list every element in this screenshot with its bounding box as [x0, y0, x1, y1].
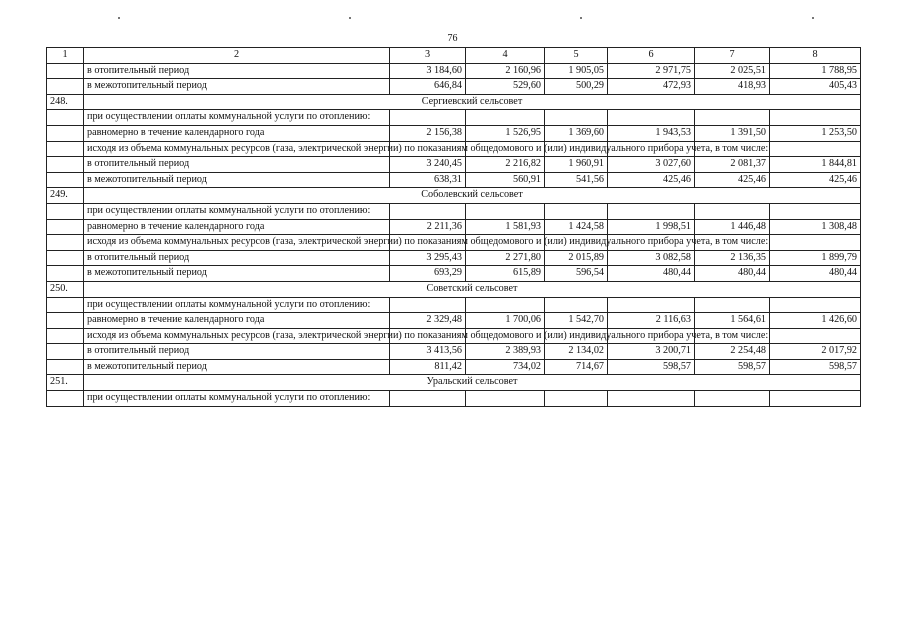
column-header: 2 [84, 48, 390, 64]
value-cell: 2 254,48 [695, 344, 770, 360]
value-cell: 2 271,80 [466, 250, 545, 266]
column-header: 7 [695, 48, 770, 64]
table-row [47, 110, 861, 126]
value-cell: 1 899,79 [770, 250, 861, 266]
row-index-cell [47, 328, 84, 344]
value-cell: 2 971,75 [608, 63, 695, 79]
row-label: при осуществлении оплаты коммунальной услуги по отоплению: [84, 110, 390, 126]
table-row [47, 219, 861, 235]
value-cell: 480,44 [608, 266, 695, 282]
section-number: 249. [47, 188, 84, 204]
table-row [47, 63, 861, 79]
table-row [47, 141, 861, 157]
value-cell: 1 581,93 [466, 219, 545, 235]
row-index-cell [47, 313, 84, 329]
row-label: исходя из объема коммунальных ресурсов (газа, электрической энергии) по показаниям общедомового и (или) индивидуального прибора учета, в том числе: [84, 235, 390, 251]
value-cell: 811,42 [390, 359, 466, 375]
value-cell: 1 905,05 [545, 63, 608, 79]
column-header: 8 [770, 48, 861, 64]
row-index-cell [47, 203, 84, 219]
value-cell: 1 998,51 [608, 219, 695, 235]
value-cell [545, 203, 608, 219]
value-cell [608, 110, 695, 126]
value-cell [608, 391, 695, 407]
value-cell: 500,29 [545, 79, 608, 95]
row-label: в межотопительный период [84, 266, 390, 282]
row-index-cell [47, 157, 84, 173]
value-cell: 1 564,61 [695, 313, 770, 329]
row-label: в отопительный период [84, 250, 390, 266]
row-index-cell [47, 141, 84, 157]
value-cell [608, 203, 695, 219]
value-cell [695, 203, 770, 219]
value-cell: 1 844,81 [770, 157, 861, 173]
value-cell: 418,93 [695, 79, 770, 95]
value-cell: 2 025,51 [695, 63, 770, 79]
value-cell: 3 200,71 [608, 344, 695, 360]
value-cell: 1 426,60 [770, 313, 861, 329]
table-row [47, 157, 861, 173]
value-cell: 3 295,43 [390, 250, 466, 266]
value-cell: 598,57 [608, 359, 695, 375]
row-index-cell [47, 297, 84, 313]
value-cell: 598,57 [770, 359, 861, 375]
row-label: в отопительный период [84, 63, 390, 79]
row-index-cell [47, 391, 84, 407]
value-cell: 1 391,50 [695, 125, 770, 141]
table-row [47, 297, 861, 313]
value-cell: 693,29 [390, 266, 466, 282]
row-index-cell [47, 235, 84, 251]
value-cell: 598,57 [695, 359, 770, 375]
value-cell: 480,44 [770, 266, 861, 282]
value-cell [390, 203, 466, 219]
value-cell: 596,54 [545, 266, 608, 282]
table-row [47, 266, 861, 282]
value-cell: 2 017,92 [770, 344, 861, 360]
value-cell: 1 424,58 [545, 219, 608, 235]
row-index-cell [47, 266, 84, 282]
row-label: исходя из объема коммунальных ресурсов (газа, электрической энергии) по показаниям общедомового и (или) индивидуального прибора учета, в том числе: [84, 141, 390, 157]
value-cell: 1 253,50 [770, 125, 861, 141]
value-cell: 646,84 [390, 79, 466, 95]
section-number: 248. [47, 94, 84, 110]
value-cell: 1 369,60 [545, 125, 608, 141]
value-cell [466, 203, 545, 219]
tariff-table [46, 47, 861, 407]
value-cell: 2 216,82 [466, 157, 545, 173]
row-index-cell [47, 110, 84, 126]
scan-speck [812, 17, 814, 19]
table-row [47, 391, 861, 407]
value-cell: 541,56 [545, 172, 608, 188]
value-cell [695, 297, 770, 313]
value-cell [770, 110, 861, 126]
value-cell [770, 203, 861, 219]
row-label: при осуществлении оплаты коммунальной услуги по отоплению: [84, 203, 390, 219]
row-label: в межотопительный период [84, 172, 390, 188]
value-cell: 405,43 [770, 79, 861, 95]
value-cell: 2 160,96 [466, 63, 545, 79]
header-row [47, 48, 861, 64]
value-cell [466, 391, 545, 407]
section-row [47, 94, 861, 110]
value-cell: 2 136,35 [695, 250, 770, 266]
row-label: в межотопительный период [84, 79, 390, 95]
value-cell: 2 015,89 [545, 250, 608, 266]
table-row [47, 235, 861, 251]
value-cell: 425,46 [770, 172, 861, 188]
value-cell [608, 297, 695, 313]
value-cell: 714,67 [545, 359, 608, 375]
value-cell: 2 156,38 [390, 125, 466, 141]
row-index-cell [47, 63, 84, 79]
section-number: 250. [47, 281, 84, 297]
page-number: 76 [447, 33, 458, 44]
value-cell [466, 297, 545, 313]
value-cell [545, 110, 608, 126]
value-cell: 472,93 [608, 79, 695, 95]
value-cell [770, 297, 861, 313]
row-index-cell [47, 125, 84, 141]
section-title: Уральский сельсовет [84, 375, 861, 391]
value-cell: 480,44 [695, 266, 770, 282]
value-cell: 2 211,36 [390, 219, 466, 235]
row-label: при осуществлении оплаты коммунальной услуги по отоплению: [84, 297, 390, 313]
column-header: 5 [545, 48, 608, 64]
row-label: равномерно в течение календарного года [84, 313, 390, 329]
column-header: 3 [390, 48, 466, 64]
value-cell: 1 700,06 [466, 313, 545, 329]
value-cell: 2 116,63 [608, 313, 695, 329]
value-cell: 425,46 [608, 172, 695, 188]
table-row [47, 250, 861, 266]
row-index-cell [47, 219, 84, 235]
row-index-cell [47, 359, 84, 375]
value-cell: 3 184,60 [390, 63, 466, 79]
value-cell [770, 141, 861, 157]
value-cell [545, 297, 608, 313]
row-label: в отопительный период [84, 157, 390, 173]
column-header: 6 [608, 48, 695, 64]
table-row [47, 313, 861, 329]
value-cell: 529,60 [466, 79, 545, 95]
value-cell: 2 134,02 [545, 344, 608, 360]
value-cell [545, 391, 608, 407]
value-cell [695, 110, 770, 126]
value-cell: 425,46 [695, 172, 770, 188]
section-title: Советский сельсовет [84, 281, 861, 297]
row-label: при осуществлении оплаты коммунальной услуги по отоплению: [84, 391, 390, 407]
value-cell: 3 413,56 [390, 344, 466, 360]
value-cell [770, 391, 861, 407]
value-cell: 3 240,45 [390, 157, 466, 173]
table-row [47, 359, 861, 375]
table-row [47, 344, 861, 360]
value-cell [390, 110, 466, 126]
section-row [47, 188, 861, 204]
value-cell [390, 391, 466, 407]
scan-speck [118, 17, 120, 19]
value-cell: 560,91 [466, 172, 545, 188]
table-row [47, 125, 861, 141]
value-cell [770, 235, 861, 251]
row-index-cell [47, 344, 84, 360]
value-cell: 1 542,70 [545, 313, 608, 329]
row-label: в межотопительный период [84, 359, 390, 375]
value-cell: 2 329,48 [390, 313, 466, 329]
section-row [47, 281, 861, 297]
row-index-cell [47, 250, 84, 266]
row-label: равномерно в течение календарного года [84, 125, 390, 141]
section-row [47, 375, 861, 391]
value-cell: 3 082,58 [608, 250, 695, 266]
table-row [47, 172, 861, 188]
section-title: Сергиевский сельсовет [84, 94, 861, 110]
value-cell [390, 297, 466, 313]
table-row [47, 203, 861, 219]
value-cell: 638,31 [390, 172, 466, 188]
row-label: в отопительный период [84, 344, 390, 360]
value-cell: 1 308,48 [770, 219, 861, 235]
value-cell: 1 960,91 [545, 157, 608, 173]
value-cell: 734,02 [466, 359, 545, 375]
column-header: 1 [47, 48, 84, 64]
value-cell: 2 081,37 [695, 157, 770, 173]
column-header: 4 [466, 48, 545, 64]
row-index-cell [47, 79, 84, 95]
value-cell: 2 389,93 [466, 344, 545, 360]
value-cell [466, 110, 545, 126]
row-index-cell [47, 172, 84, 188]
table-row [47, 79, 861, 95]
section-number: 251. [47, 375, 84, 391]
value-cell [695, 391, 770, 407]
section-title: Соболевский сельсовет [84, 188, 861, 204]
value-cell: 1 526,95 [466, 125, 545, 141]
scan-speck [349, 17, 351, 19]
table-row [47, 328, 861, 344]
row-label: исходя из объема коммунальных ресурсов (газа, электрической энергии) по показаниям общедомового и (или) индивидуального прибора учета, в том числе: [84, 328, 390, 344]
scan-speck [580, 17, 582, 19]
value-cell [770, 328, 861, 344]
value-cell: 1 788,95 [770, 63, 861, 79]
value-cell: 1 446,48 [695, 219, 770, 235]
value-cell: 615,89 [466, 266, 545, 282]
value-cell: 3 027,60 [608, 157, 695, 173]
row-label: равномерно в течение календарного года [84, 219, 390, 235]
value-cell: 1 943,53 [608, 125, 695, 141]
